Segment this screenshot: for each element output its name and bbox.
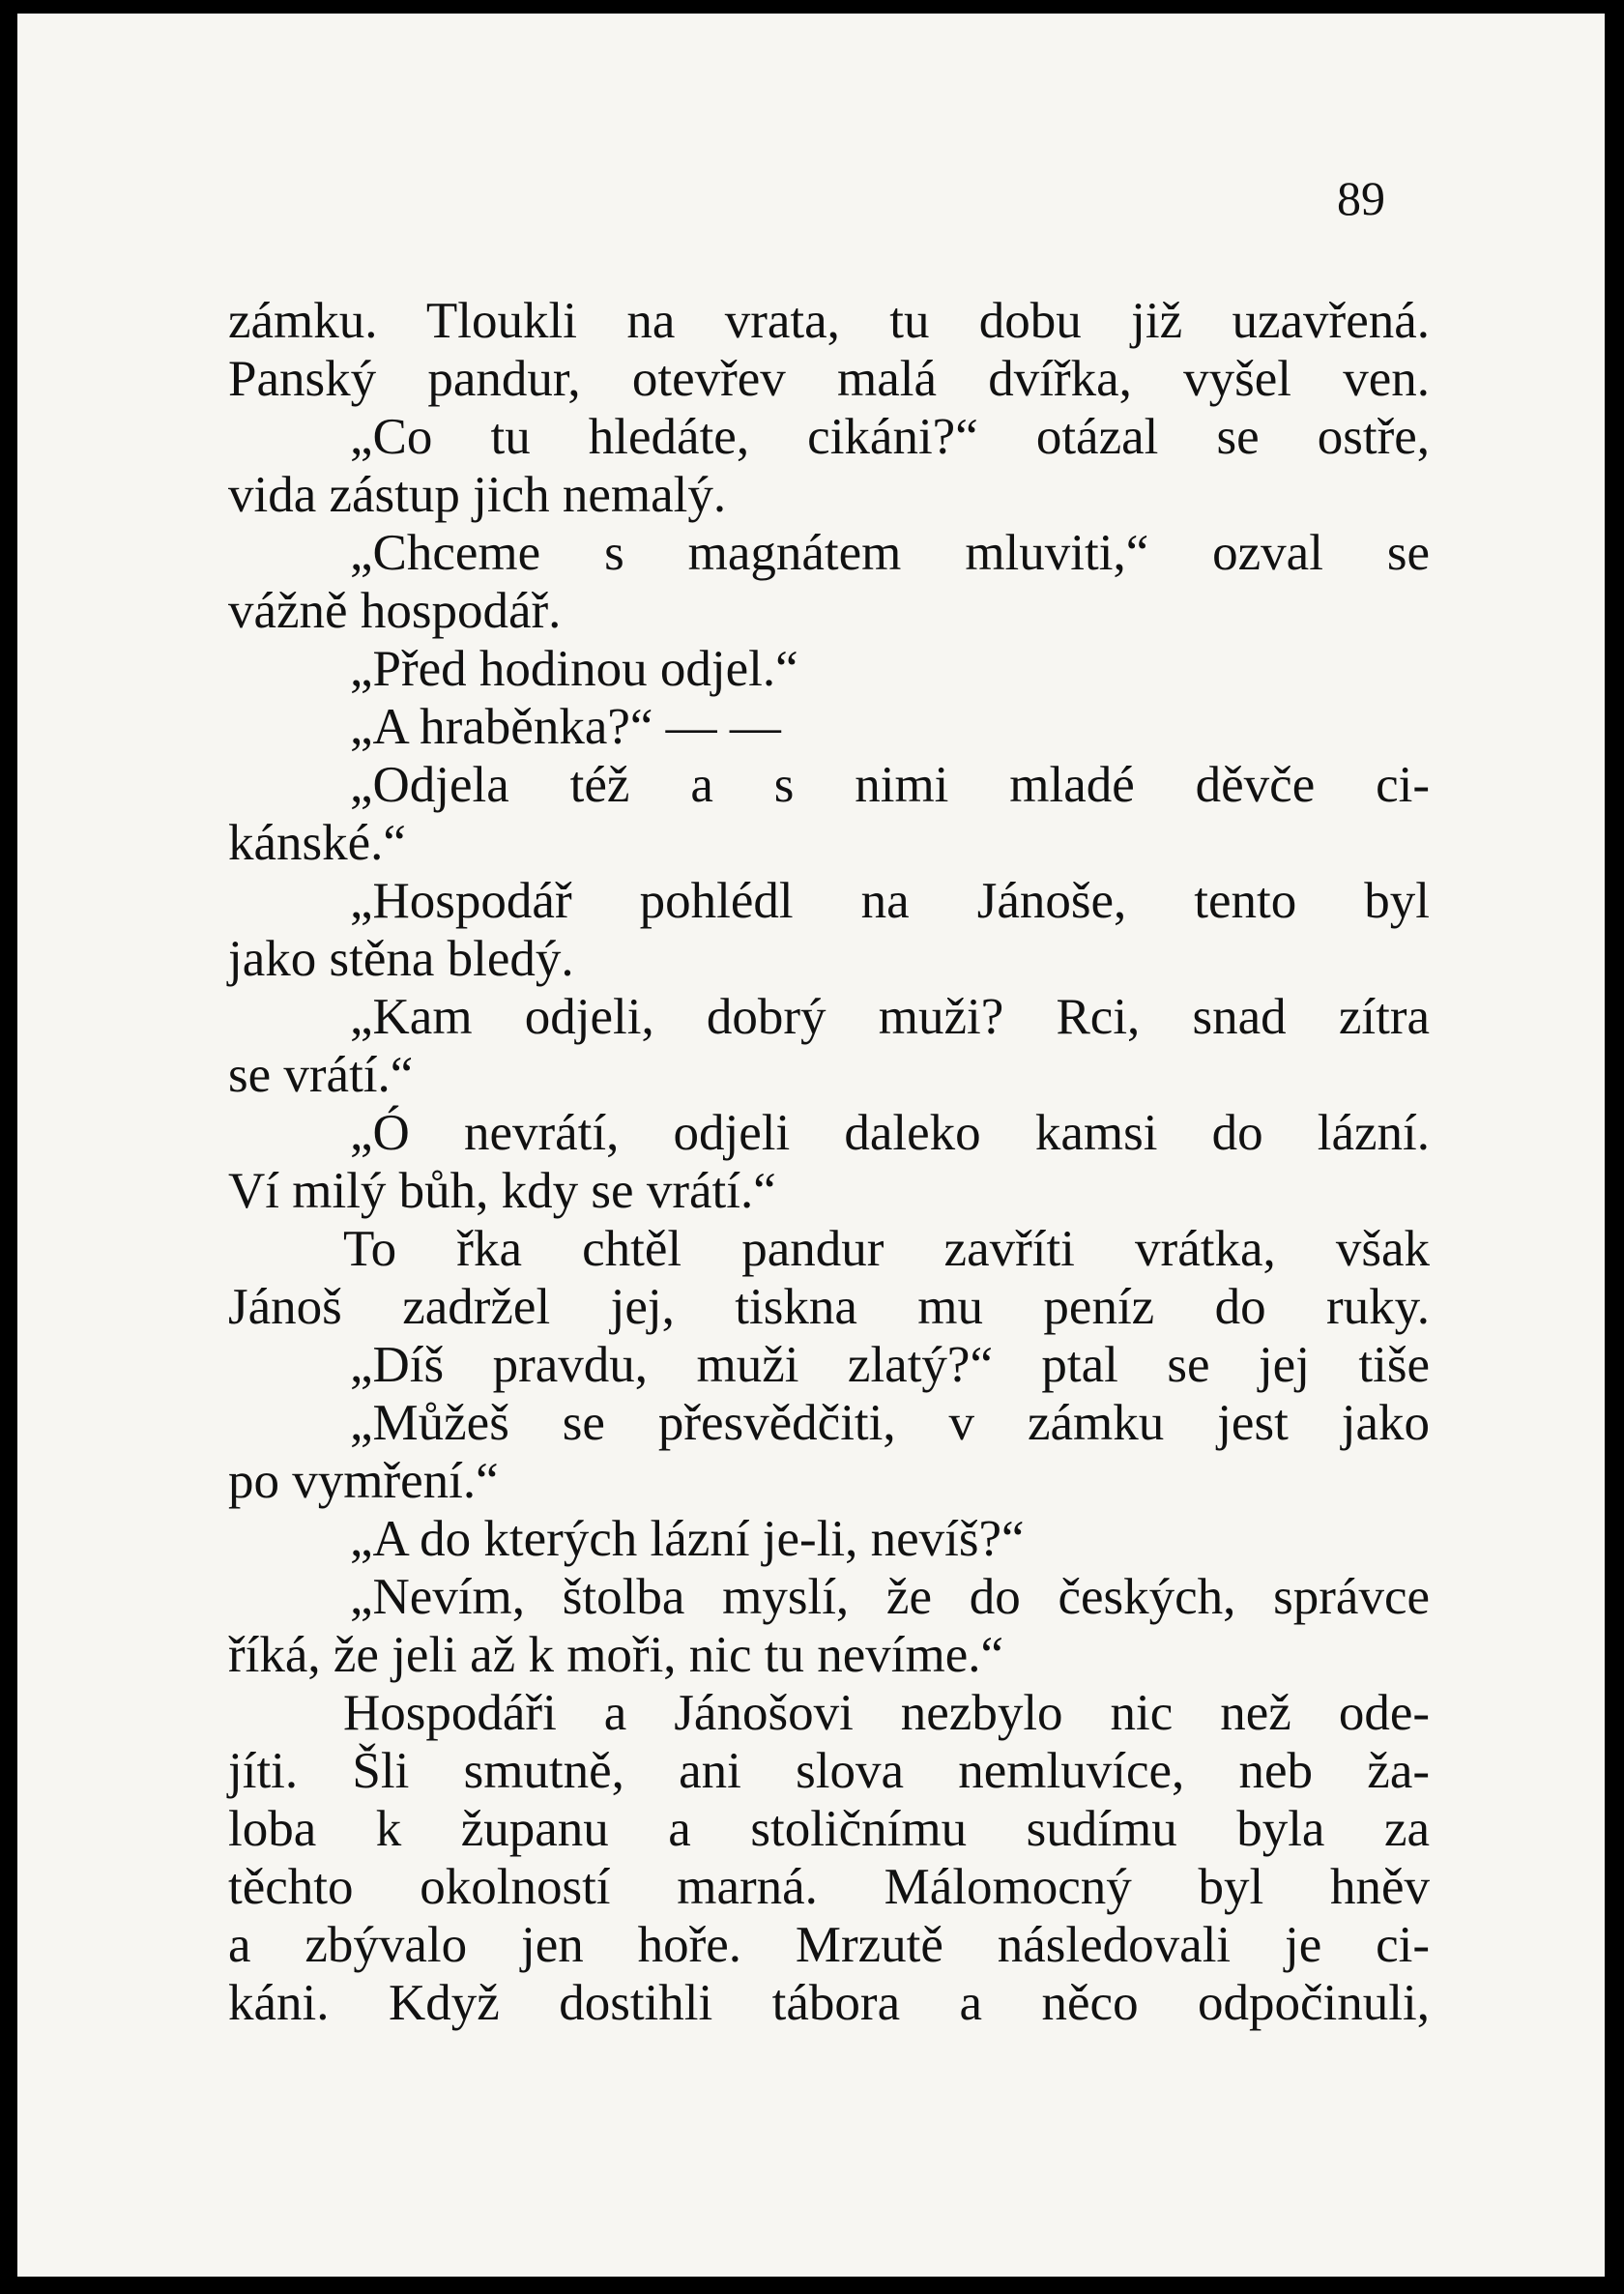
text-line: jako stěna bledý.: [228, 931, 574, 987]
text-line: po vymření.“: [228, 1453, 499, 1509]
text-line: těchto okolností marná. Málomocný byl hněv: [228, 1859, 1430, 1915]
text-line: se vrátí.“: [228, 1047, 414, 1103]
text-line: „Díš pravdu, muži zlatý?“ ptal se jej tiše: [350, 1337, 1430, 1393]
text-line: Ví milý bůh, kdy se vrátí.“: [228, 1163, 776, 1219]
text-line: „Hospodář pohlédl na Jánoše, tento byl: [350, 873, 1430, 929]
text-line: „Co tu hledáte, cikáni?“ otázal se ostře,: [350, 409, 1430, 465]
page-number: 89: [1337, 171, 1385, 225]
text-line: loba k županu a stoličnímu sudímu byla za: [228, 1801, 1430, 1857]
text-line: „Můžeš se přesvědčiti, v zámku jest jako: [350, 1395, 1430, 1451]
text-line: a zbývalo jen hoře. Mrzutě následovali je ci-: [228, 1917, 1430, 1973]
text-line: „Odjela též a s nimi mladé děvče ci-: [350, 757, 1430, 813]
book-page: [17, 14, 1605, 2277]
text-line: „A do kterých lázní je-li, nevíš?“: [350, 1511, 1025, 1567]
text-line: Hospodáři a Jánošovi nezbylo nic než ode-: [343, 1685, 1430, 1741]
text-line: Jánoš zadržel jej, tiskna mu peníz do ruky.: [228, 1279, 1430, 1335]
text-line: To řka chtěl pandur zavříti vrátka, však: [343, 1221, 1430, 1277]
text-line: „Kam odjeli, dobrý muži? Rci, snad zítra: [350, 989, 1430, 1045]
text-line: říká, že jeli až k moři, nic tu nevíme.“: [228, 1627, 1004, 1683]
text-line: vida zástup jich nemalý.: [228, 467, 727, 523]
text-line: zámku. Tloukli na vrata, tu dobu již uzavřená.: [228, 293, 1430, 349]
text-line: jíti. Šli smutně, ani slova nemluvíce, neb ža-: [228, 1743, 1430, 1799]
text-line: „Před hodinou odjel.“: [350, 641, 798, 697]
text-line: kánské.“: [228, 815, 406, 871]
text-line: vážně hospodář.: [228, 583, 562, 639]
text-line: Panský pandur, otevřev malá dvířka, vyšel ven.: [228, 351, 1430, 407]
text-line: „A hraběnka?“ — —: [350, 699, 781, 755]
text-line: káni. Když dostihli tábora a něco odpočinuli,: [228, 1975, 1430, 2031]
body-text: [228, 292, 1430, 2032]
text-line: „Chceme s magnátem mluviti,“ ozval se: [350, 525, 1430, 581]
text-line: „Nevím, štolba myslí, že do českých, správce: [350, 1569, 1430, 1625]
text-line: „Ó nevrátí, odjeli daleko kamsi do lázní.: [350, 1105, 1430, 1161]
